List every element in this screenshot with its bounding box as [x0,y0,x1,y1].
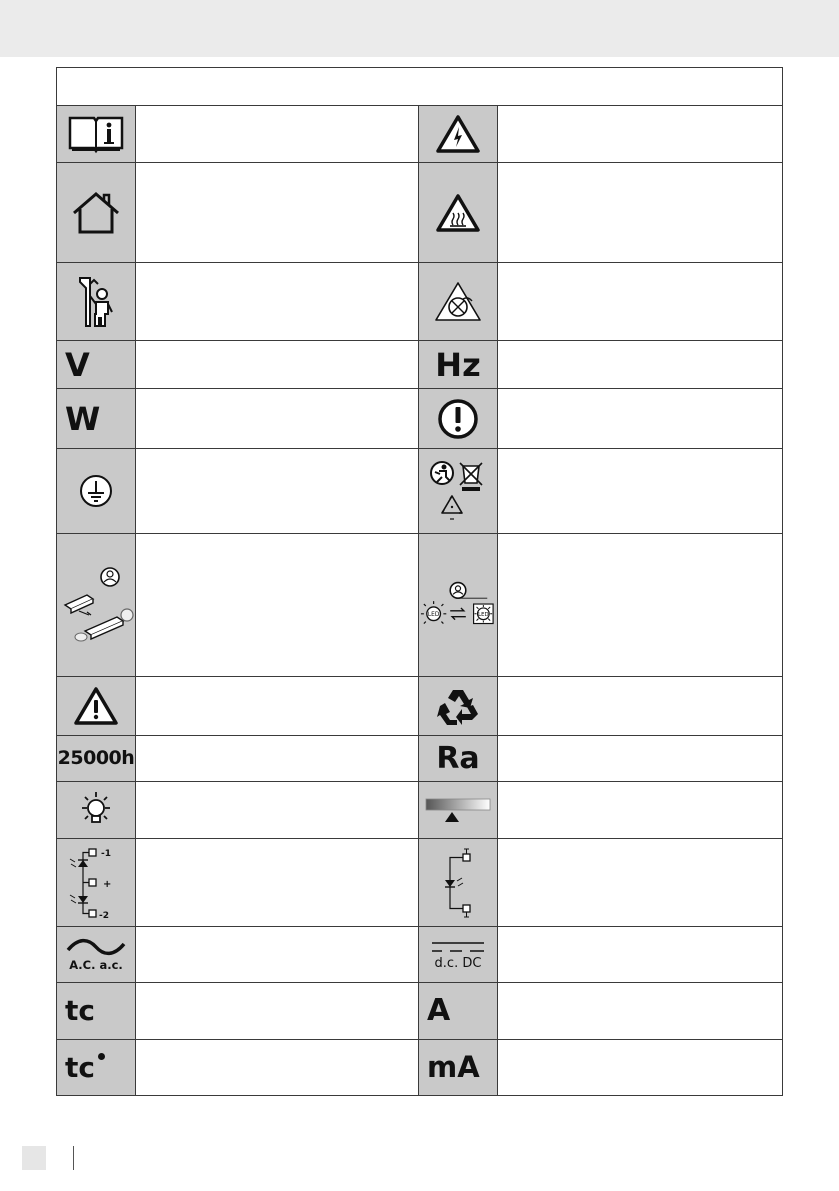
icon-cell [57,1040,136,1095]
icon-cell [57,983,136,1039]
light-bulb-icon [75,789,117,831]
protective-earth-icon [78,473,114,509]
dimmable-slider-icon [425,797,491,823]
ampere-icon: A [427,993,451,1028]
description-cell [498,983,782,1039]
tc-temperature-icon: tc [65,994,95,1027]
description-cell [136,341,419,388]
description-cell [498,927,782,982]
table-row [57,163,782,263]
child-safety-icon [76,274,116,330]
warning-triangle-icon [73,686,119,726]
driver-replacement-by-technician-icon [57,565,135,645]
icon-cell [57,782,136,838]
lifetime-hours-icon: 25000h [57,747,135,769]
important-notice-icon [437,398,479,440]
description-cell [136,449,419,533]
terminal-label: -2 [99,910,109,921]
icon-cell [419,106,498,162]
table-row [57,1040,782,1095]
description-cell [136,983,419,1039]
volt-icon: V [65,345,90,384]
color-rendering-index-icon: Ra [436,740,480,776]
page-top-band [0,0,839,57]
table-row [57,263,782,341]
icon-cell [419,983,498,1039]
description-cell [498,1040,782,1095]
description-cell [498,782,782,838]
icon-cell [419,341,498,388]
table-row [57,736,782,782]
description-cell [136,163,419,262]
info-manual-icon [66,114,126,154]
dc-label: d.c. DC [434,955,482,971]
icon-cell [57,736,136,781]
description-cell [136,534,419,676]
symbol-table [56,67,783,1096]
dual-led-diode-icon [65,845,127,921]
description-cell [498,534,782,676]
icon-cell [57,263,136,340]
led-label: LED [478,612,489,619]
table-row [57,839,782,927]
icon-cell [57,839,136,926]
icon-cell [57,163,136,262]
alternating-current-icon [64,938,128,956]
icon-cell [419,263,498,340]
icon-cell [57,449,136,533]
description-cell [136,736,419,781]
electric-shock-warning-icon [435,114,481,154]
description-cell [136,839,419,926]
page-number-box [22,1146,46,1170]
icon-cell [419,782,498,838]
table-row [57,389,782,449]
page-divider [73,1146,74,1170]
terminal-label: + [103,878,112,890]
description-cell [498,106,782,162]
description-cell [498,163,782,262]
table-row [57,449,782,534]
description-cell [136,927,419,982]
icon-cell [419,1040,498,1095]
description-cell [136,677,419,735]
description-cell [136,389,419,448]
table-row [57,983,782,1040]
terminal-label: -1 [101,848,111,859]
disposal-recycling-icon [427,458,489,524]
direct-current-icon [428,939,488,955]
table-row [57,782,782,839]
icon-cell [419,534,498,676]
recycling-icon [436,685,480,727]
description-cell [498,839,782,926]
icon-cell [57,534,136,676]
icon-cell [419,677,498,735]
single-led-diode-icon [436,845,480,921]
table-row [57,106,782,163]
table-row [57,534,782,677]
description-cell [136,106,419,162]
hertz-icon: Hz [435,345,481,384]
led-label: LED [427,612,440,619]
icon-cell [419,389,498,448]
table-row [57,341,782,389]
watt-icon: W [65,399,101,438]
icon-cell [419,736,498,781]
icon-cell [57,677,136,735]
description-cell [136,782,419,838]
icon-cell [57,341,136,388]
description-cell [498,677,782,735]
description-cell [498,341,782,388]
tc-degree-label: tc [65,1050,95,1084]
do-not-look-into-light-icon [433,280,483,324]
description-cell [498,449,782,533]
icon-cell [57,106,136,162]
icon-cell [57,389,136,448]
indoor-use-house-icon [71,191,121,235]
description-cell [136,263,419,340]
icon-cell [57,927,136,982]
table-row [57,927,782,983]
table-header [57,68,782,106]
description-cell [498,736,782,781]
icon-cell [419,163,498,262]
description-cell [136,1040,419,1095]
icon-cell [419,927,498,982]
description-cell [498,389,782,448]
hot-surface-warning-icon [435,193,481,233]
led-replacement-by-technician-icon [419,580,497,630]
tc-degree-icon [65,1050,95,1084]
icon-cell [419,449,498,533]
ac-label: A.C. a.c. [69,957,123,972]
description-cell [498,263,782,340]
table-row [57,677,782,736]
icon-cell [419,839,498,926]
milliampere-icon: mA [427,1050,480,1084]
degree-dot [98,1053,105,1060]
